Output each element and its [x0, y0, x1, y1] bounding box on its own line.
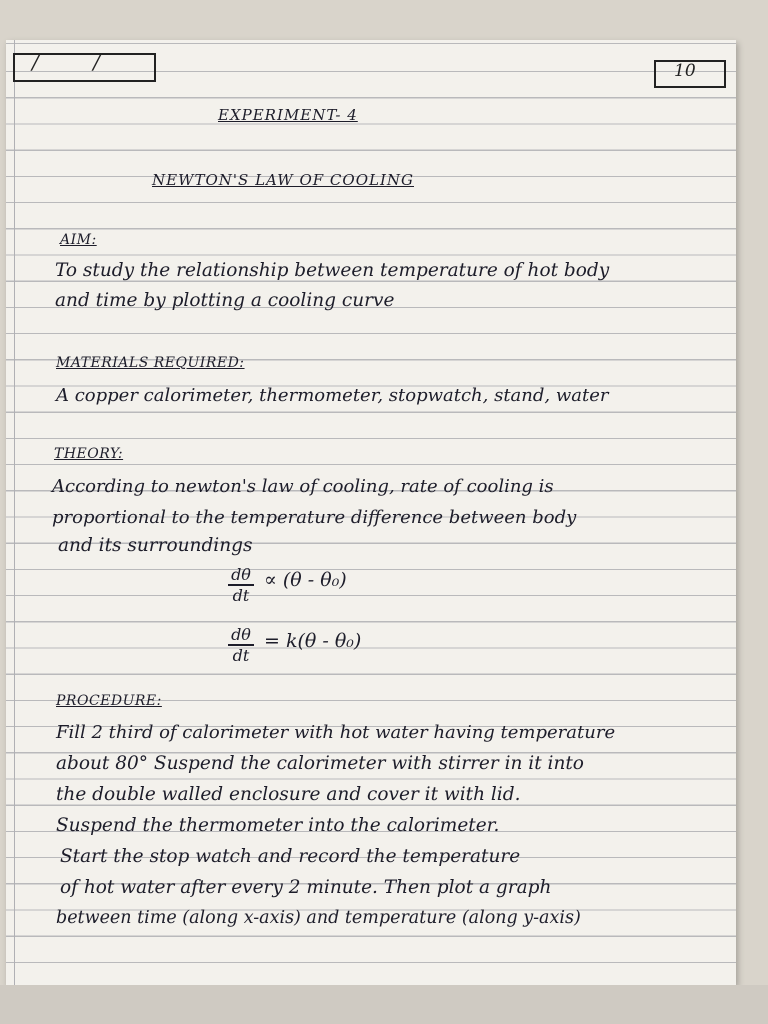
materials-line-1: A copper calorimeter, thermometer, stopwatch, stand, water [56, 385, 609, 406]
formula1-denominator: dt [232, 585, 250, 605]
formula2-denominator: dt [232, 645, 250, 665]
procedure-line-2: about 80° Suspend the calorimeter with stirrer in it into [56, 753, 584, 774]
page-number: 10 [674, 61, 696, 81]
formula1-fraction [228, 566, 254, 604]
procedure-line-4: Suspend the thermometer into the calorimeter. [56, 815, 500, 836]
theory-line-3: and its surroundings [58, 535, 253, 556]
procedure-line-3: the double walled enclosure and cover it with lid. [56, 784, 521, 805]
procedure-heading: PROCEDURE: [56, 693, 162, 709]
margin-line [14, 40, 15, 985]
theory-heading: THEORY: [54, 446, 124, 462]
formula1-rhs: ∝ (θ - θ₀) [264, 569, 347, 591]
aim-line-1: To study the relationship between temperature of hot body [55, 260, 610, 281]
formula1-numerator: dθ [231, 565, 251, 584]
procedure-line-6: of hot water after every 2 minute. Then plot a graph [60, 877, 552, 898]
procedure-line-1: Fill 2 third of calorimeter with hot water having temperature [56, 722, 616, 743]
experiment-name: NEWTON'S LAW OF COOLING [152, 171, 414, 189]
aim-line-2: and time by plotting a cooling curve [55, 290, 395, 311]
background-surface [0, 985, 768, 1024]
procedure-line-7: between time (along x-axis) and temperature (along y-axis) [56, 908, 581, 928]
theory-line-2: proportional to the temperature difference between body [52, 507, 577, 528]
experiment-title: EXPERIMENT- 4 [218, 106, 358, 124]
date-field: / / [32, 50, 124, 74]
theory-line-1: According to newton's law of cooling, rate of cooling is [52, 476, 554, 497]
materials-heading: MATERIALS REQUIRED: [56, 355, 245, 371]
formula2-fraction [228, 626, 254, 664]
procedure-line-5: Start the stop watch and record the temperature [60, 846, 521, 867]
formula2-rhs: = k(θ - θ₀) [264, 630, 362, 652]
formula2-numerator: dθ [231, 625, 251, 644]
aim-heading: AIM: [60, 232, 97, 248]
